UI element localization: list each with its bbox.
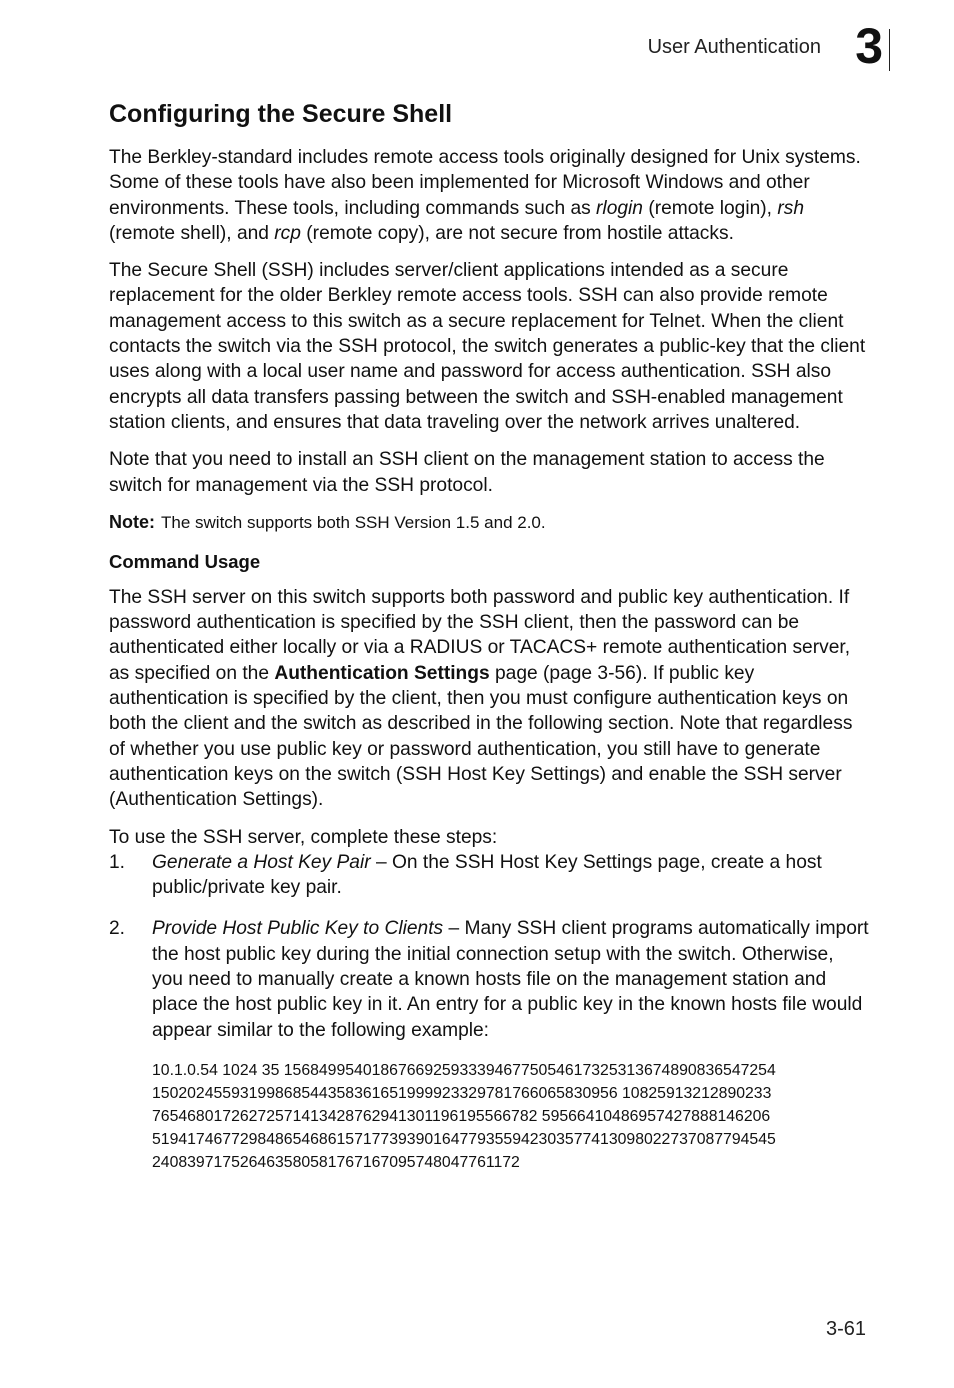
example-line: 240839717526463580581767167095748047761172 bbox=[152, 1153, 520, 1171]
para-text: (remote copy), are not secure from hostile attacks. bbox=[300, 222, 734, 244]
step-body: – Many SSH client programs automatically import the host public key during the initial connection setup with the switch. Otherwise, you need to manually create a known hosts file on the management station and place the host public key in it. An entry for a public key in the known hosts file would appear similar to the following example: bbox=[152, 918, 869, 1041]
step-title: Generate a Host Key Pair bbox=[152, 851, 371, 873]
steps-list bbox=[109, 850, 869, 1043]
step-title: Provide Host Public Key to Clients bbox=[152, 918, 444, 940]
example-line: 76546801726272571413428762941301196195566782 59566410486957427888146206 bbox=[152, 1107, 771, 1125]
ssh-description-paragraph: The Secure Shell (SSH) includes server/client applications intended as a secure replacement for the older Berkley remote access tools. SSH can also provide remote management access to this switch as a secure replacement for Telnet. When the client contacts the switch via the SSH protocol, the switch generates a public-key that the client uses along with a local user name and password for access authentication. SSH also encrypts all data transfers passing between the switch and SSH-enabled management station clients, and ensures that data traveling over the network arrives unaltered. bbox=[109, 260, 866, 433]
example-line: 51941746772984865468615717739390164779355942303577413098022737087794545 bbox=[152, 1130, 776, 1148]
intro-paragraph bbox=[109, 145, 869, 246]
rlogin-term: rlogin bbox=[596, 197, 643, 219]
running-header-title: User Authentication bbox=[647, 35, 821, 58]
rcp-term: rcp bbox=[274, 222, 301, 244]
note-callout bbox=[109, 512, 869, 533]
rsh-term: rsh bbox=[777, 197, 804, 219]
page-number: 3-61 bbox=[825, 1318, 866, 1340]
command-usage-heading: Command Usage bbox=[109, 550, 261, 572]
para-text: The SSH server on this switch supports both password and public key authentication. If password authentication is specified by the SSH client, then the password can be authenticated either locally or via a RADIUS or TACACS+ remote authentication server, as specified on the bbox=[109, 586, 851, 684]
example-line: 15020245593199868544358361651999923329781766065830956 10825913212890233 bbox=[152, 1084, 772, 1102]
para-text: (remote login), bbox=[642, 197, 778, 219]
client-install-paragraph: Note that you need to install an SSH client on the management station to access the switch for management via the SSH protocol. bbox=[109, 449, 825, 496]
step-item bbox=[109, 916, 869, 1042]
note-label: Note: bbox=[109, 511, 155, 532]
step-item bbox=[109, 850, 869, 901]
note-text: The switch supports both SSH Version 1.5 and 2.0. bbox=[161, 512, 546, 532]
step-body: – On the SSH Host Key Settings page, create a host public/private key pair. bbox=[152, 851, 822, 899]
para-text: (remote shell), and bbox=[109, 222, 275, 244]
para-text: page (page 3-56). If public key authentication is specified by the client, then you must configure authentication keys on both the client and the switch as described in the following section. Note that regardless of whether you use public key or password authentication, you still have to generate authentication keys on the switch (SSH Host Key Settings) and enable the SSH server (Authentication Settings). bbox=[109, 662, 853, 811]
section-title: Configuring the Secure Shell bbox=[109, 100, 453, 128]
steps-intro: To use the SSH server, complete these steps: bbox=[109, 826, 498, 848]
page-body bbox=[109, 100, 869, 1174]
known-hosts-example bbox=[152, 1059, 869, 1174]
chapter-number: 3 bbox=[855, 18, 883, 74]
para-text: The Berkley-standard includes remote access tools originally designed for Unix systems. Some of these tools have also been implemented for Microsoft Windows and other environments. These tools, including commands such as bbox=[109, 147, 861, 219]
chapter-marker bbox=[843, 18, 890, 74]
authentication-settings-ref: Authentication Settings bbox=[274, 662, 490, 684]
step-number: 1. bbox=[109, 851, 126, 873]
step-number: 2. bbox=[109, 918, 126, 940]
command-usage-paragraph bbox=[109, 585, 869, 813]
step-text bbox=[152, 850, 869, 901]
example-line: 10.1.0.54 1024 35 15684995401867669259333946775054617325313674890836547254 bbox=[152, 1061, 776, 1079]
page-header bbox=[647, 18, 890, 74]
step-text bbox=[152, 916, 869, 1042]
